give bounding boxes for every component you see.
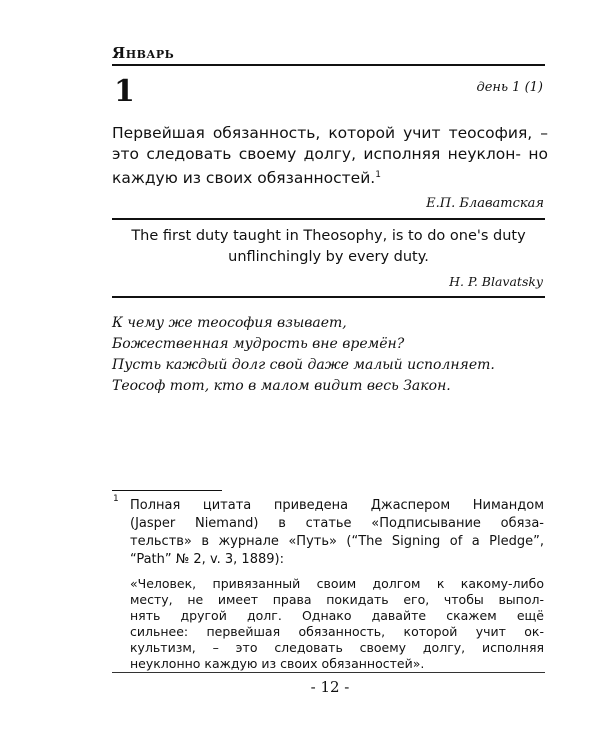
day-reference: день 1 (1)	[476, 80, 543, 95]
poem-line: Теософ тот, кто в малом видит весь Закон.	[112, 378, 451, 394]
footer-rule	[112, 672, 545, 673]
page-number: - 12 -	[310, 678, 350, 696]
quote-english	[112, 226, 545, 268]
header-rule	[112, 64, 545, 66]
footnote-line: тельств» в журнале «Путь» (“The Signing of a Pledge”,	[130, 534, 544, 549]
footnote-marker: 1	[113, 494, 119, 504]
footnote-line: “Path” № 2, v. 3, 1889):	[130, 552, 284, 567]
footnote-line: (Jasper Niemand) в статье «Подписывание обяза-	[130, 516, 544, 531]
author-english: H. P. Blavatsky	[449, 274, 543, 289]
poem	[112, 313, 548, 397]
month-heading: Январь	[112, 44, 175, 62]
poem-line: Пусть каждый долг свой даже малый исполняет.	[112, 357, 495, 373]
quote-en-line: unflinchingly by every duty.	[228, 249, 429, 265]
footnote-quote-line: культизм, – это следовать своему долгу, исполняя	[130, 640, 544, 655]
quote-en-line: The first duty taught in Theosophy, is to do one's duty	[131, 228, 526, 244]
footnote-quote-line: неуклонно каждую из своих обязанностей».	[130, 656, 425, 671]
footnote-quote-line: сильнее: первейшая обязанность, которой учит ок-	[130, 624, 544, 639]
quote-russian	[112, 123, 548, 189]
english-box-top-rule	[112, 218, 545, 220]
author-russian: Е.П. Блаватская	[426, 196, 544, 211]
quote-ru-line: – это следовать своему долгу, исполняя неуклон-	[112, 124, 548, 163]
footnote-line: Полная цитата приведена Джаспером Нимандом	[130, 498, 544, 513]
poem-line: К чему же теософия взывает,	[112, 315, 347, 331]
footnote-quote	[130, 576, 544, 672]
footnote-rule	[112, 490, 222, 491]
footnote-quote-line: месту, не имеет права покидать его, чтобы выпол-	[130, 592, 544, 607]
day-number: 1	[114, 74, 135, 109]
footnote-text	[130, 497, 544, 569]
footnote-reference[interactable]: 1	[375, 170, 381, 180]
footnote-quote-line: «Человек, привязанный своим долгом к какому-либо	[130, 576, 544, 591]
poem-line: Божественная мудрость вне времён?	[112, 336, 405, 352]
quote-ru-line: Первейшая обязанность, которой учит теософия,	[112, 124, 533, 142]
quote-ru-line: но каждую из своих обязанностей.	[112, 145, 549, 188]
english-box-bottom-rule	[112, 296, 545, 298]
footnote-quote-line: нять другой долг. Однако давайте скажем ещё	[130, 608, 544, 623]
